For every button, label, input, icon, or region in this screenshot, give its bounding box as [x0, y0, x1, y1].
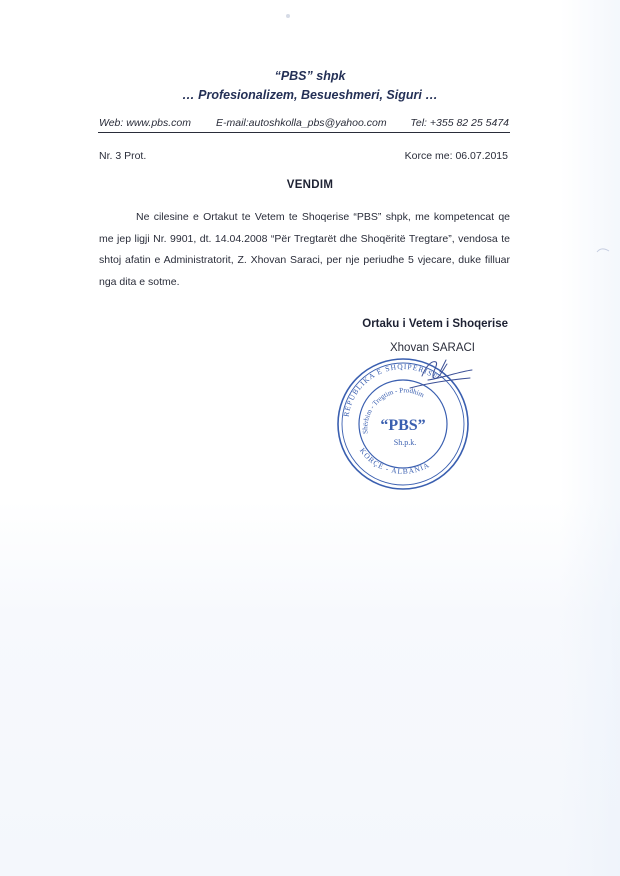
scan-artifact	[596, 246, 610, 256]
protocol-number: Nr. 3 Prot.	[99, 150, 147, 162]
scan-speck	[286, 14, 290, 18]
contact-email: E-mail:autoshkolla_pbs@yahoo.com	[216, 117, 387, 129]
contact-web: Web: www.pbs.com	[99, 117, 192, 129]
place-date: Korce me: 06.07.2015	[404, 150, 508, 162]
stamp-center-text: “PBS”	[380, 417, 426, 434]
decision-body: Ne cilesine e Ortakut te Vetem te Shoqerise “PBS” shpk, me kompetencat qe me jep ligji Nr. 9901, dt. 14.04.2008 “Për Tregtarët dhe Shoqëritë Tregtare”, vendosa te shtoj afatin e Administratorit, Z. Xhovan Saraci, per nje periudhe 5 vjecare, duke filluar nga dita e sotme.	[99, 211, 510, 288]
header-divider	[98, 132, 510, 133]
contact-row	[98, 117, 510, 131]
contact-phone: Tel: +355 82 25 5474	[410, 117, 509, 129]
stamp-sub-text: Sh.p.k.	[393, 438, 417, 447]
document-heading: VENDIM	[286, 179, 334, 191]
scan-edge-shadow	[560, 0, 620, 876]
signer-title: Ortaku i Vetem i Shoqerise	[362, 318, 508, 330]
scan-background-tint	[0, 500, 620, 876]
signer-name: Xhovan SARACI	[389, 342, 475, 354]
company-tagline: … Profesionalizem, Besueshmeri, Siguri …	[182, 88, 438, 102]
stamp-inner-text: Shërbim - Tregtim - Prodhim	[361, 386, 426, 435]
company-name: “PBS” shpk	[274, 69, 346, 83]
stamp-outer-text: REPUBLIKA E SHQIPËRISË	[341, 361, 440, 418]
company-stamp	[330, 352, 480, 492]
stamp-bottom-text: KORÇË - ALBANIA	[357, 446, 432, 476]
